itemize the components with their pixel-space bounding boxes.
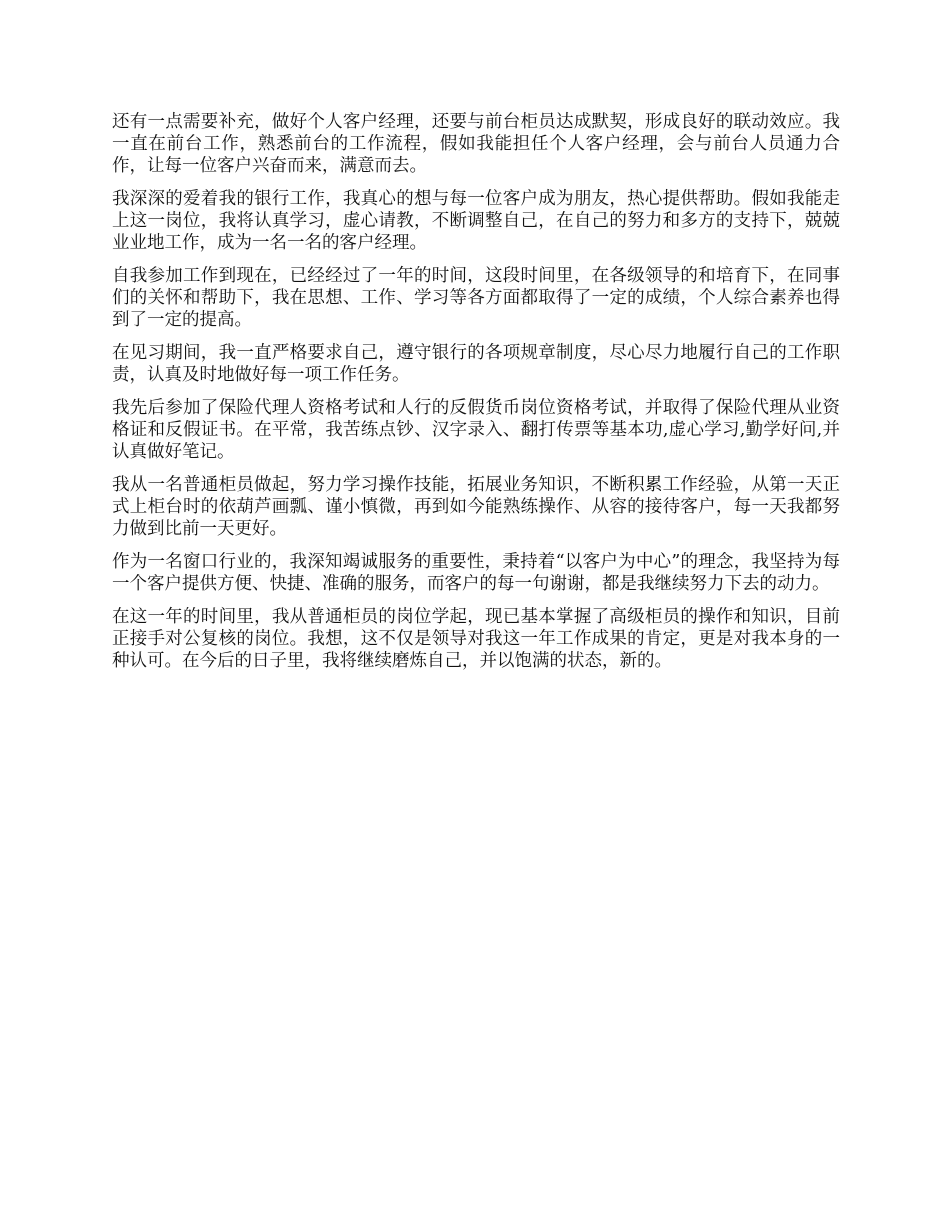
paragraph-6: 我从一名普通柜员做起，努力学习操作技能，拓展业务知识，不断积累工作经验，从第一天正式上柜台时的依葫芦画瓢、谨小慎微，再到如今能熟练操作、从容的接待客户，每一天我都努力做到比前一天更好。 bbox=[112, 475, 840, 539]
paragraph-5: 我先后参加了保险代理人资格考试和人行的反假货币岗位资格考试，并取得了保险代理从业资格证和反假证书。在平常，我苦练点钞、汉字录入、翻打传票等基本功,虚心学习,勤学好问,并认真做好笔记。 bbox=[112, 398, 840, 462]
paragraph-2: 我深深的爱着我的银行工作，我真心的想与每一位客户成为朋友，热心提供帮助。假如我能走上这一岗位，我将认真学习，虚心请教，不断调整自己，在自己的努力和多方的支持下，兢兢业业地工作，成为一名一名的客户经理。 bbox=[112, 189, 840, 253]
paragraph-3: 自我参加工作到现在，已经经过了一年的时间，这段时间里，在各级领导的和培育下，在同事们的关怀和帮助下，我在思想、工作、学习等各方面都取得了一定的成绩，个人综合素养也得到了一定的提高。 bbox=[112, 266, 840, 330]
paragraph-8: 在这一年的时间里，我从普通柜员的岗位学起，现已基本掌握了高级柜员的操作和知识，目前正接手对公复核的岗位。我想，这不仅是领导对我这一年工作成果的肯定，更是对我本身的一种认可。在今后的日子里，我将继续磨炼自己，并以饱满的状态，新的。 bbox=[112, 607, 840, 671]
paragraph-4: 在见习期间，我一直严格要求自己，遵守银行的各项规章制度，尽心尽力地履行自己的工作职责，认真及时地做好每一项工作任务。 bbox=[112, 343, 840, 385]
document-body bbox=[112, 111, 840, 683]
paragraph-7: 作为一名窗口行业的，我深知竭诚服务的重要性，秉持着“以客户为中心”的理念，我坚持为每一个客户提供方便、快捷、准确的服务，而客户的每一句谢谢，都是我继续努力下去的动力。 bbox=[112, 552, 840, 594]
paragraph-1: 还有一点需要补充，做好个人客户经理，还要与前台柜员达成默契，形成良好的联动效应。我一直在前台工作，熟悉前台的工作流程，假如我能担任个人客户经理，会与前台人员通力合作，让每一位客户兴奋而来，满意而去。 bbox=[112, 112, 840, 176]
